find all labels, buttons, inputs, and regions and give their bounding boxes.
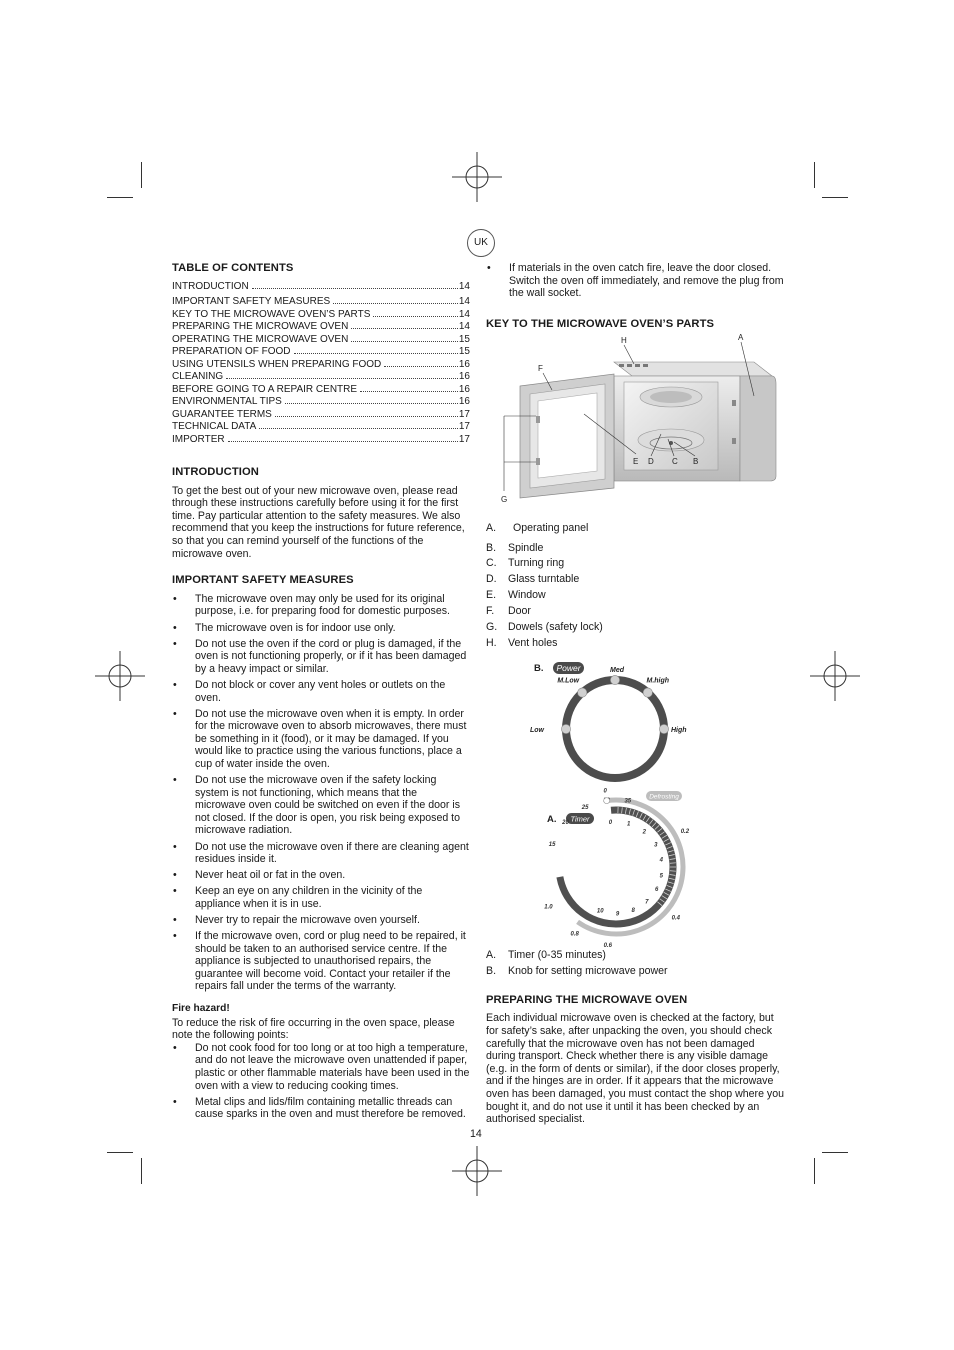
toc-entry-page: 14: [458, 280, 470, 292]
toc-entry-page: 15: [458, 333, 470, 345]
timer-badge-label: Timer: [570, 814, 590, 824]
defrost-number: 0.2: [680, 828, 690, 835]
part-label: Glass turntable: [508, 573, 580, 586]
toc-entry-label: USING UTENSILS WHEN PREPARING FOOD: [172, 358, 382, 370]
language-badge: UK: [467, 229, 495, 257]
legend-label: Knob for setting microwave power: [508, 965, 668, 978]
safety-item: • Do not use the microwave oven when it is empty. In order for the microwave oven to absorb microwaves, there must be something in it (food), or it may be damaged. If you would like to practice using the various functions, place a cup of water inside the oven.: [172, 708, 470, 771]
safety-list: [172, 593, 470, 993]
part-label: Operating panel: [513, 521, 589, 534]
fire-hazard-heading: Fire hazard!: [172, 1003, 230, 1015]
toc-entry: [172, 321, 470, 334]
safety-item: • Never heat oil or fat in the oven.: [172, 869, 470, 882]
toc-entry-label: IMPORTANT SAFETY MEASURES: [172, 296, 331, 308]
timer-number: 5: [659, 873, 663, 880]
toc-entry-page: 16: [458, 371, 470, 383]
part-key: G.: [486, 621, 498, 634]
parts-list: [486, 522, 784, 650]
part-item: [486, 542, 784, 555]
crop-mark: [141, 1158, 142, 1184]
defrost-number: 0.4: [671, 915, 680, 922]
knob-diagrams: [486, 657, 784, 949]
toc-entry-page: 15: [458, 346, 470, 358]
toc-entry-label: PREPARING THE MICROWAVE OVEN: [172, 321, 349, 333]
power-mark-label: M.high: [646, 677, 670, 685]
defrost-badge-label: Defrosting: [649, 793, 679, 801]
timer-number: 35: [624, 798, 632, 805]
toc-entry-label: IMPORTER: [172, 433, 225, 445]
timer-number: 4: [659, 857, 663, 864]
introduction-heading: INTRODUCTION: [172, 466, 259, 479]
right-column: [486, 262, 784, 1134]
toc-entry-page: 16: [458, 383, 470, 395]
power-mark-label: High: [671, 726, 687, 734]
toc-entry-page: 17: [458, 408, 470, 420]
safety-item: • Do not use the microwave oven if there are cleaning agent residues inside it.: [172, 841, 470, 866]
toc-leader: [226, 378, 458, 379]
timer-number: 10: [596, 908, 604, 915]
defrost-number: 0.8: [570, 931, 579, 938]
toc-leader: [275, 416, 458, 417]
toc-leader: [351, 328, 458, 329]
legend-item: [486, 949, 784, 962]
toc-leader: [360, 391, 458, 392]
toc-entry: [172, 371, 470, 384]
legend-label: Timer (0-35 minutes): [508, 949, 606, 962]
part-label: Turning ring: [508, 557, 565, 570]
part-item: [486, 621, 784, 634]
table-of-contents: [172, 281, 470, 447]
toc-entry: [172, 281, 470, 294]
part-label: Dowels (safety lock): [508, 621, 603, 634]
toc-entry-page: 14: [458, 308, 470, 320]
toc-entry-label: INTRODUCTION: [172, 280, 249, 292]
toc-entry-page: 16: [458, 358, 470, 370]
defrost-number: 0.6: [603, 942, 613, 949]
part-key: A.: [486, 521, 497, 534]
part-item: [486, 637, 784, 650]
timer-knob-tag: A.: [547, 813, 557, 825]
safety-heading: IMPORTANT SAFETY MEASURES: [172, 574, 354, 587]
toc-entry-label: KEY TO THE MICROWAVE OVEN’S PARTS: [172, 308, 371, 320]
toc-entry-page: 14: [458, 321, 470, 333]
timer-number: 2: [642, 829, 646, 836]
power-knob-tag: B.: [534, 662, 544, 674]
power-mark-label: M.Low: [557, 677, 580, 685]
legend-key: A.: [486, 949, 497, 962]
toc-entry: [172, 359, 470, 372]
diagram-label-e: E: [633, 457, 639, 467]
crop-mark: [814, 162, 815, 188]
diagram-label-f: F: [538, 364, 543, 374]
toc-entry: [172, 421, 470, 434]
part-key: E.: [486, 589, 497, 602]
part-item: [486, 557, 784, 570]
toc-leader: [285, 403, 458, 404]
part-label: Door: [508, 605, 531, 618]
timer-number: 25: [581, 804, 589, 811]
part-label: Spindle: [508, 541, 544, 554]
registration-mark: [452, 152, 502, 202]
part-key: B.: [486, 541, 497, 554]
part-key: D.: [486, 573, 497, 586]
crop-mark: [141, 162, 142, 188]
toc-entry: [172, 309, 470, 322]
power-mark-dot: [643, 688, 652, 697]
toc-entry-page: 17: [458, 433, 470, 445]
toc-entry-label: BEFORE GOING TO A REPAIR CENTRE: [172, 383, 358, 395]
diagram-label-d: D: [648, 457, 654, 467]
page-number: 14: [470, 1128, 482, 1140]
toc-entry-page: 17: [458, 421, 470, 433]
toc-entry-page: 14: [458, 296, 470, 308]
safety-item: • Never try to repair the microwave oven yourself.: [172, 914, 470, 927]
power-mark-label: Med: [610, 666, 624, 674]
legend-key: B.: [486, 965, 497, 978]
safety-item: • Do not use the oven if the cord or plug is damaged, if the oven is not functioning properly, or if it has been damaged by a heavy impact or similar.: [172, 638, 470, 676]
toc-entry-label: PREPARATION OF FOOD: [172, 346, 291, 358]
timer-number: 6: [654, 886, 659, 893]
toc-entry: [172, 384, 470, 397]
toc-entry-label: OPERATING THE MICROWAVE OVEN: [172, 333, 349, 345]
part-item: [486, 522, 784, 535]
power-mark-dot: [561, 724, 570, 733]
toc-entry: [172, 409, 470, 422]
toc-leader: [373, 316, 457, 317]
toc-entry-page: 16: [458, 396, 470, 408]
toc-entry: [172, 334, 470, 347]
power-mark-label: Low: [530, 726, 544, 734]
toc-entry: [172, 296, 470, 309]
timer-number: 3: [654, 842, 658, 849]
part-item: [486, 573, 784, 586]
left-column: [172, 262, 470, 1124]
timer-number: 9: [615, 911, 620, 918]
preparing-heading: PREPARING THE MICROWAVE OVEN: [486, 993, 688, 1006]
part-item: [486, 605, 784, 618]
diagram-label-h: H: [621, 336, 627, 346]
oven-diagram: [486, 333, 784, 505]
timer-number: 15: [548, 842, 556, 849]
crop-mark: [822, 197, 848, 198]
power-mark-dot: [659, 724, 668, 733]
toc-entry: [172, 396, 470, 409]
toc-leader: [384, 366, 458, 367]
diagram-label-a: A: [738, 333, 744, 343]
safety-item: • Do not block or cover any vent holes or outlets on the oven.: [172, 679, 470, 704]
timer-arc: [560, 810, 673, 924]
oven-window: [538, 393, 597, 478]
timer-number: 8: [631, 907, 635, 914]
preparing-text: Each individual microwave oven is checked at the factory, but for safety’s sake, after unpacking the oven, you should check carefully that the microwave oven has not been damaged during transport. Check whether there is any visible damage (e.g. in the form of dents or similar), if the door closes properly, and if the hinges are in order. If it appears that the microwave oven has been damaged, you must contact the shop where you bought it, and do not use it until it has been checked by an authorised specialist.: [486, 1012, 784, 1126]
defrost-number: 1.0: [544, 904, 553, 911]
safety-item: • The microwave oven is for indoor use only.: [172, 622, 470, 635]
toc-leader: [351, 341, 458, 342]
registration-mark: [452, 1146, 502, 1196]
part-item: [486, 589, 784, 602]
parts-heading: KEY TO THE MICROWAVE OVEN’S PARTS: [486, 317, 715, 330]
toc-entry: [172, 346, 470, 359]
diagram-label-b: B: [693, 457, 699, 467]
part-key: C.: [486, 557, 497, 570]
toc-leader: [294, 353, 458, 354]
timer-pointer: [604, 797, 610, 803]
safety-dowel: [536, 416, 540, 423]
safety-item: • Keep an eye on any children in the vicinity of the appliance when it is in use.: [172, 885, 470, 910]
timer-number: 20: [562, 819, 569, 826]
timer-knob-dial: [544, 788, 689, 949]
toc-heading: TABLE OF CONTENTS: [172, 262, 294, 274]
toc-entry-label: CLEANING: [172, 371, 224, 383]
fire-hazard-intro: To reduce the risk of fire occurring in the oven space, please note the following points:: [172, 1016, 455, 1042]
power-mark-dot: [578, 688, 587, 697]
timer-number: 0: [608, 819, 613, 826]
toc-leader: [259, 428, 458, 429]
knob-legend: [486, 949, 784, 977]
toc-entry-label: ENVIRONMENTAL TIPS: [172, 396, 282, 408]
toc-entry-label: TECHNICAL DATA: [172, 421, 257, 433]
power-badge-label: Power: [556, 662, 581, 673]
fire-hazard-item: • If materials in the oven catch fire, leave the door closed. Switch the oven off immediately, and remove the plug from the wall socket.: [486, 262, 784, 300]
introduction-text: To get the best out of your new microwave oven, please read through these instructions carefully before using it for the first time. Pay particular attention to the safety measures. We also recommend that you keep the instructions for future reference, so that you can remind yourself of the functions of the microwave oven.: [172, 484, 465, 560]
diagram-label-g: G: [501, 495, 508, 505]
defrost-number: 0: [603, 788, 607, 795]
part-label: Window: [508, 589, 546, 602]
timer-number: 7: [645, 899, 649, 906]
fire-hazard-item: • Do not cook food for too long or at too high a temperature, and do not leave the microwave oven unattended if paper, plastic or other flammable materials have been used in the oven with a view to reducing cooking times.: [172, 1042, 470, 1092]
safety-item: • If the microwave oven, cord or plug need to be repaired, it should be taken to an authorised service centre. If the appliance is subjected to unauthorised repairs, the guarantee will become void. Contact your retailer if the repairs fall under the terms of the warranty.: [172, 930, 470, 993]
part-key: H.: [486, 636, 497, 649]
safety-dowel: [536, 458, 540, 465]
power-mark-dot: [610, 675, 619, 684]
diagram-label-c: C: [672, 457, 678, 467]
part-key: F.: [486, 605, 495, 618]
toc-leader: [252, 288, 458, 289]
safety-item: • Do not use the microwave oven if the safety locking system is not functioning, which means that the microwave oven could be switched on even if the door is not closed. If the door is open, you risk being exposed to microwave radiation.: [172, 774, 470, 837]
registration-mark: [95, 651, 145, 701]
crop-mark: [107, 1152, 133, 1153]
fire-hazard-list-continued: [486, 262, 784, 300]
toc-entry-label: GUARANTEE TERMS: [172, 408, 272, 420]
crop-mark: [107, 197, 133, 198]
registration-mark: [810, 651, 860, 701]
timer-number: 1: [627, 821, 631, 828]
operating-panel: [740, 376, 776, 481]
safety-item: • The microwave oven may only be used for its original purpose, i.e. for preparing food for domestic purposes.: [172, 593, 470, 618]
part-label: Vent holes: [508, 636, 558, 649]
fire-hazard-list: [172, 1042, 470, 1121]
toc-entry: [172, 434, 470, 447]
toc-leader: [333, 303, 458, 304]
crop-mark: [814, 1158, 815, 1184]
legend-item: [486, 965, 784, 978]
fire-hazard-item: • Metal clips and lids/film containing metallic threads can cause sparks in the oven and must therefore be removed.: [172, 1096, 470, 1121]
toc-leader: [228, 441, 458, 442]
crop-mark: [822, 1152, 848, 1153]
